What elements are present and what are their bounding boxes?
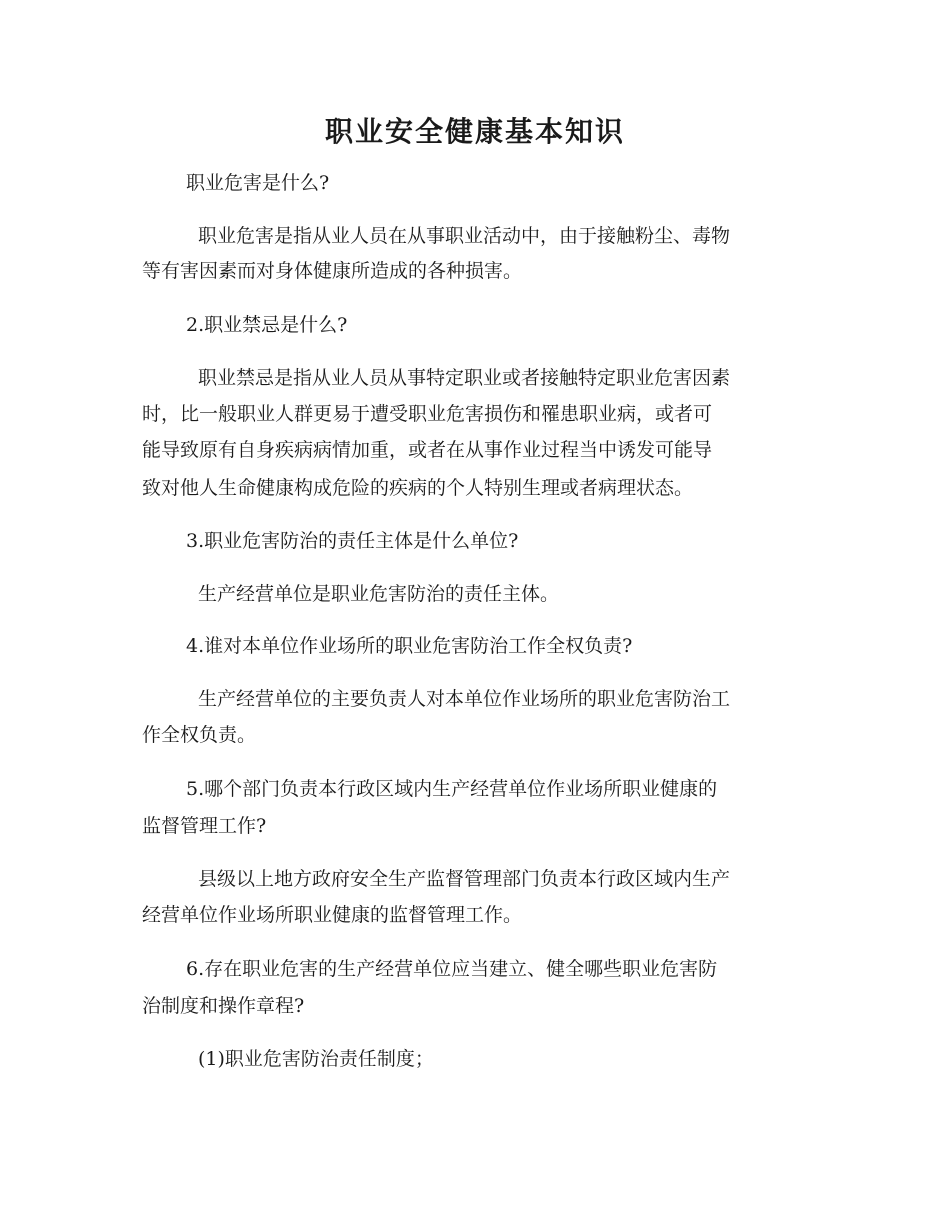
answer-line: 生产经营单位是职业危害防治的责任主体。: [198, 583, 560, 605]
document-title: 职业安全健康基本知识: [324, 115, 625, 148]
answer-line: 时，比一般职业人群更易于遭受职业危害损伤和罹患职业病，或者可: [142, 403, 713, 425]
answer-line: 职业禁忌是指从业人员从事特定职业或者接触特定职业危害因素: [198, 367, 731, 389]
answer-line: 职业危害是指从业人员在从事职业活动中，由于接触粉尘、毒物: [198, 225, 731, 247]
answer-line: 致对他人生命健康构成危险的疾病的个人特别生理或者病理状态。: [142, 477, 694, 499]
answer-line: 作全权负责。: [142, 724, 257, 746]
question-line: 5.哪个部门负责本行政区域内生产经营单位作业场所职业健康的: [186, 778, 718, 800]
answer-line: 能导致原有自身疾病病情加重，或者在从事作业过程当中诱发可能导: [142, 439, 713, 461]
question-line: 2.职业禁忌是什么?: [186, 314, 348, 336]
list-item: (1)职业危害防治责任制度；: [198, 1048, 434, 1070]
answer-line: 等有害因素而对身体健康所造成的各种损害。: [142, 260, 523, 282]
question-line: 3.职业危害防治的责任主体是什么单位?: [186, 530, 519, 552]
question-line: 6.存在职业危害的生产经营单位应当建立、健全哪些职业危害防: [186, 958, 718, 980]
answer-line: 经营单位作业场所职业健康的监督管理工作。: [142, 904, 523, 926]
question-line: 监督管理工作?: [142, 815, 267, 837]
question-line: 4.谁对本单位作业场所的职业危害防治工作全权负责?: [186, 635, 633, 657]
question-line: 职业危害是什么?: [186, 172, 330, 194]
answer-line: 县级以上地方政府安全生产监督管理部门负责本行政区域内生产: [198, 868, 731, 890]
question-line: 治制度和操作章程?: [142, 995, 305, 1017]
answer-line: 生产经营单位的主要负责人对本单位作业场所的职业危害防治工: [198, 688, 731, 710]
